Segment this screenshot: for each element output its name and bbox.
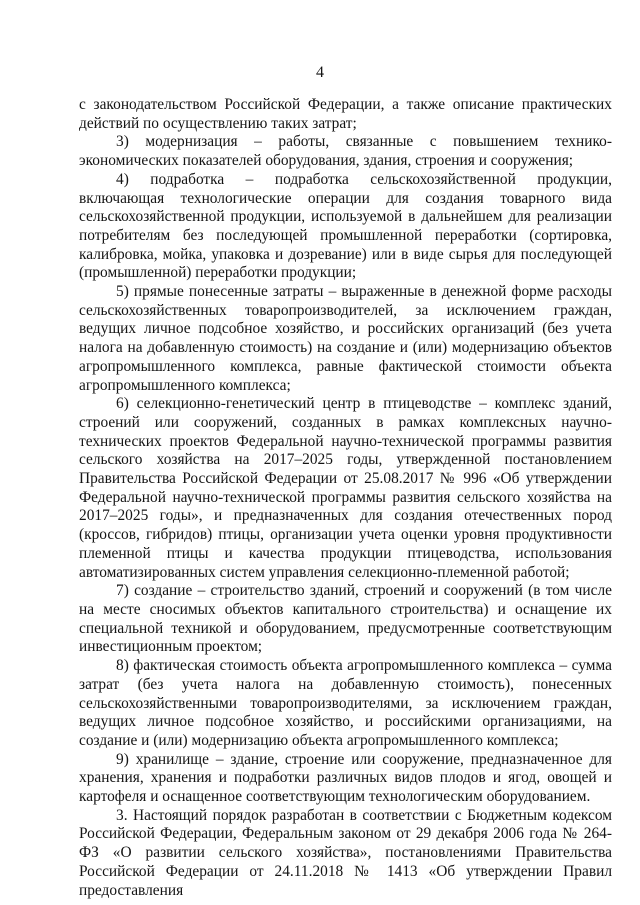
paragraph-item-6-breeding-center: 6) селекционно-генетический центр в птицеводстве – комплекс зданий, строений или сооружений, созданных в рамках комплексных научно-технических проектов Федеральной научно-технической программы развития сельского хозяйства на 2017–2025 годы, утвержденной постановлением Правительства Российской Федерации от 25.08.2017 № 996 «Об утверждении Федеральной научно-технической программы развития сельского хозяйства на 2017–2025 годы», и предназначенных для создания отечественных пород (кроссов, гибридов) птицы, организации учета оценки уровня продуктивности племенной птицы и качества продукции птицеводства, использования автоматизированных систем управления селекционно-племенной работой; [79, 395, 612, 581]
paragraph-item-7-creation: 7) создание – строительство зданий, строений и сооружений (в том числе на месте сносимых объектов капитального строительства) и оснащение их специальной техникой и оборудованием, предусмотренные соответствующим инвестиционным проектом; [79, 582, 612, 656]
document-body [79, 96, 612, 900]
paragraph-item-3-modernization: 3) модернизация – работы, связанные с повышением технико-экономических показателей оборудования, здания, строения и сооружения; [79, 133, 612, 170]
paragraph-item-8-actual-cost: 8) фактическая стоимость объекта агропромышленного комплекса – сумма затрат (без учета налога на добавленную стоимость), понесенных сельскохозяйственными товаропроизводителями, за исключением граждан, ведущих личное подсобное хозяйство, и российскими организациями, на создание и (или) модернизацию объекта агропромышленного комплекса; [79, 657, 612, 749]
paragraph-item-9-storage: 9) хранилище – здание, строение или сооружение, предназначенное для хранения, хранения и подработки различных видов плодов и ягод, овощей и картофеля и оснащенное соответствующим технологическим оборудованием. [79, 750, 612, 806]
paragraph-item-5-direct-costs: 5) прямые понесенные затраты – выраженные в денежной форме расходы сельскохозяйственных товаропроизводителей, за исключением граждан, ведущих личное подсобное хозяйство, и российских организаций (без учета налога на добавленную стоимость) на создание и (или) модернизацию объектов агропромышленного комплекса, равные фактической стоимости объекта агропромышленного комплекса; [79, 283, 612, 394]
paragraph-section-3: 3. Настоящий порядок разработан в соответствии с Бюджетным кодексом Российской Федерации, Федеральным законом от 29 декабря 2006 года № 264-ФЗ «О развитии сельского хозяйства», постановлениями Правительства Российской Федерации от 24.11.2018 № 1413 «Об утверждении Правил предоставления [79, 806, 612, 899]
paragraph-continuation: с законодательством Российской Федерации, а также описание практических действий по осуществлению таких затрат; [79, 96, 612, 132]
paragraph-item-4-processing: 4) подработка – подработка сельскохозяйственной продукции, включающая технологические операции для создания товарного вида сельскохозяйственной продукции, используемой в дальнейшем для реализации потребителям без последующей промышленной переработки (сортировка, калибровка, мойка, упаковка и дозревание) или в виде сырья для последующей (промышленной) переработки продукции; [79, 170, 612, 282]
page-number: 4 [316, 64, 324, 81]
